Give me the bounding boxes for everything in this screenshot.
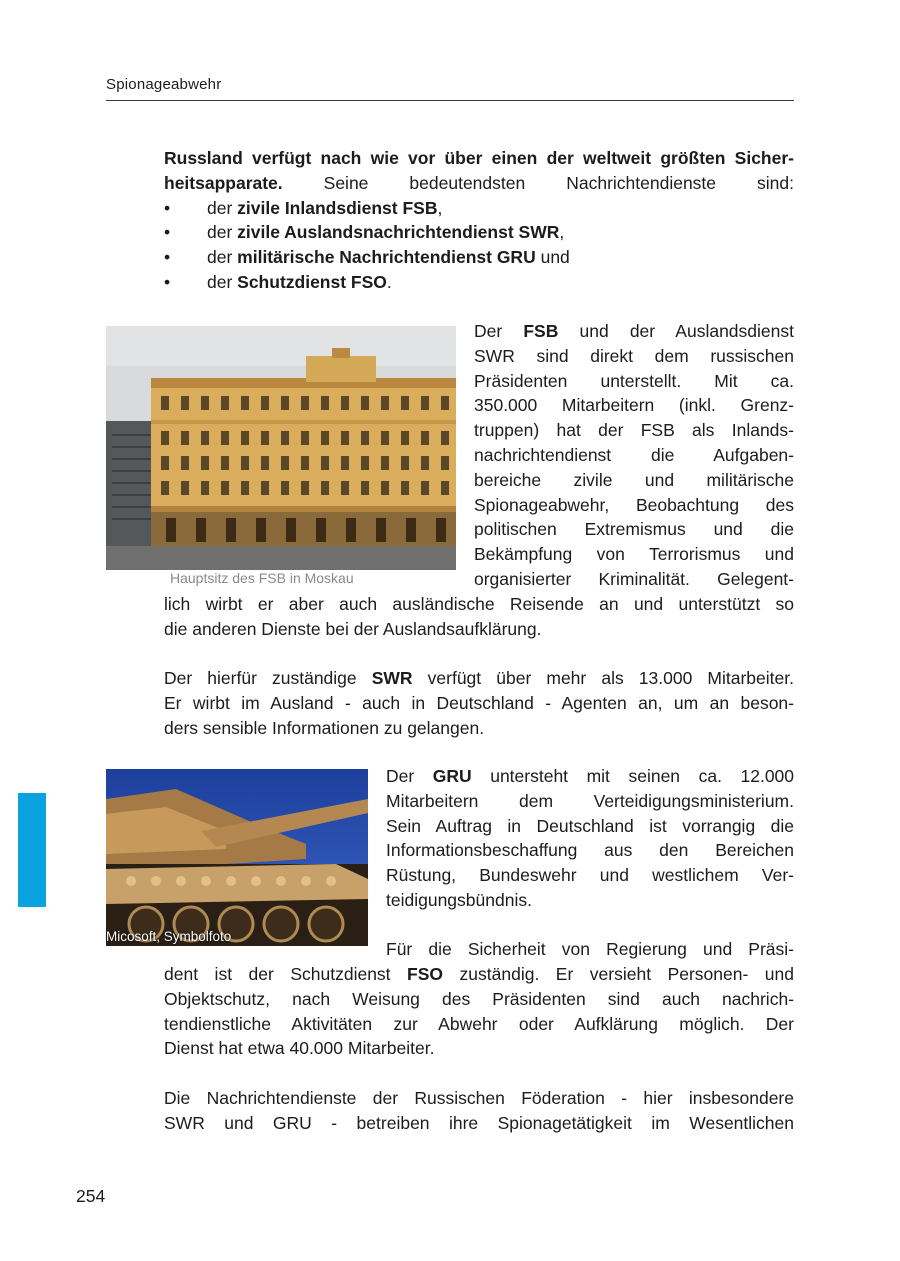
text-line: lich wirbt er aber auch ausländische Reisende an und unterstützt so [164, 594, 794, 614]
gru-paragraph-column [386, 764, 794, 913]
services-list [164, 196, 794, 295]
fso-paragraph-first-line [386, 937, 794, 962]
intro-section [164, 146, 794, 295]
text-line: ders sensible Informationen zu gelangen. [164, 717, 485, 738]
text-line: Der hierfür zuständige SWR verfügt über mehr als 13.000 Mitarbeiter. [164, 668, 794, 688]
tank-symbol-photo [106, 769, 368, 946]
text-line: SWR sind direkt dem russischen [474, 345, 794, 366]
text-line: nachrichtendienst die Aufgaben- [474, 444, 794, 465]
chapter-tab-marker [18, 793, 46, 907]
tank-photo-caption: Micosoft, Symbolfoto [106, 929, 232, 944]
fsb-paragraph-continuation [164, 592, 794, 642]
text-line: dent ist der Schutzdienst FSO zuständig. Er versieht Personen- und [164, 964, 794, 984]
text-line: Informationsbeschaffung aus den Bereichen [386, 840, 794, 861]
text-line: Objektschutz, nach Weisung des Präsidenten sind auch nachrich- [164, 988, 794, 1009]
text-line: Dienst hat etwa 40.000 Mitarbeiter. [164, 1038, 435, 1059]
text-line: SWR und GRU - betreiben ihre Spionagetätigkeit im Wesentlichen [164, 1112, 794, 1133]
text-line: Präsidenten unterstellt. Mit ca. [474, 370, 794, 391]
text-line: Bekämpfung von Terrorismus und [474, 544, 794, 565]
text-line: Die Nachrichtendienste der Russischen Föderation - hier insbesondere [164, 1088, 794, 1108]
text-line: Sein Auftrag in Deutschland ist vorrangig die [386, 815, 794, 836]
text-line: Mitarbeitern dem Verteidigungsministerium. [386, 790, 794, 811]
fsb-headquarters-photo [106, 326, 456, 570]
intro-lead-rest: Seine bedeutendsten Nachrichtendienste sind: [282, 172, 794, 193]
text-line: Spionageabwehr, Beobachtung des [474, 494, 794, 515]
text-line: truppen) hat der FSB als Inlands- [474, 420, 794, 441]
text-line: Rüstung, Bundeswehr und westlichem Ver- [386, 865, 794, 886]
final-paragraph [164, 1086, 794, 1136]
text-line: Der GRU untersteht mit seinen ca. 12.000 [386, 766, 795, 786]
text-line: Er wirbt im Ausland - auch in Deutschland - Agenten an, um an beson- [164, 692, 794, 713]
fsb-paragraph-column [474, 319, 794, 592]
list-item: • der Schutzdienst FSO. [164, 271, 392, 292]
text-line: Für die Sicherheit von Regierung und Präsi- [386, 939, 794, 959]
text-line: organisierter Kriminalität. Gelegent- [474, 568, 794, 589]
list-item: • der zivile Auslandsnachrichtendienst SWR, [164, 222, 565, 243]
text-line: 350.000 Mitarbeitern (inkl. Grenz- [474, 395, 794, 416]
list-item: • der zivile Inlandsdienst FSB, [164, 197, 443, 218]
text-line: tendienstliche Aktivitäten zur Abwehr oder Aufklärung möglich. Der [164, 1013, 794, 1034]
swr-paragraph [164, 666, 794, 740]
fsb-photo-caption: Hauptsitz des FSB in Moskau [170, 570, 354, 586]
page-number: 254 [76, 1186, 106, 1206]
text-line: politischen Extremismus und die [474, 519, 794, 540]
list-item: • der militärische Nachrichtendienst GRU und [164, 247, 570, 268]
text-line: die anderen Dienste bei der Auslandsaufklärung. [164, 618, 542, 639]
text-line: Der FSB und der Auslandsdienst [474, 321, 794, 341]
header-title: Spionageabwehr [106, 76, 222, 93]
text-line: teidigungsbündnis. [386, 889, 532, 910]
fso-paragraph [164, 962, 794, 1061]
running-header [106, 76, 794, 101]
intro-lead [164, 146, 794, 196]
text-line: bereiche zivile und militärische [474, 469, 794, 490]
intro-lead-bold: Russland verfügt nach wie vor über einen der weltweit größten Sicher- heitsapparate. [164, 148, 794, 193]
